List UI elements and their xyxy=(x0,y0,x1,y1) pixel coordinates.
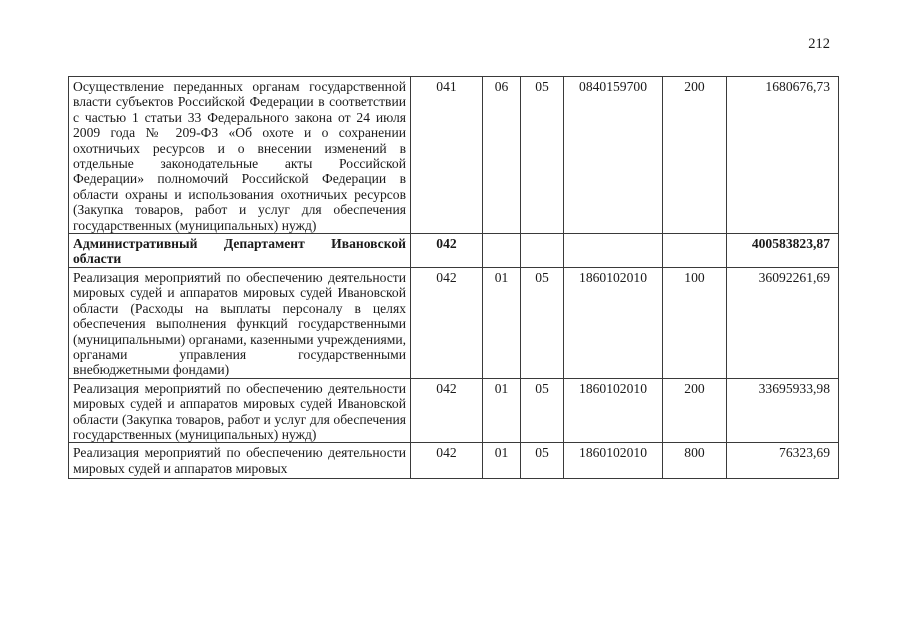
ministry-code: 042 xyxy=(411,234,483,268)
subsection-code: 05 xyxy=(521,443,564,479)
ministry-code: 041 xyxy=(411,77,483,234)
subsection-code: 05 xyxy=(521,267,564,378)
row-description: Административный Департамент Ивановской области xyxy=(69,234,411,268)
section-code: 01 xyxy=(483,267,521,378)
target-article-code xyxy=(564,234,663,268)
page-number: 212 xyxy=(808,36,830,52)
subsection-code xyxy=(521,234,564,268)
ministry-code: 042 xyxy=(411,443,483,479)
row-description xyxy=(69,443,411,479)
amount: 1680676,73 xyxy=(727,77,839,234)
expense-type-code: 800 xyxy=(663,443,727,479)
subsection-code: 05 xyxy=(521,378,564,443)
expense-type-code: 200 xyxy=(663,77,727,234)
target-article-code: 1860102010 xyxy=(564,443,663,479)
amount: 76323,69 xyxy=(727,443,839,479)
budget-table xyxy=(68,76,839,479)
row-description: Реализация мероприятий по обеспечению деятельности мировых судей и аппаратов мировых судей Ивановской области (Закупка товаров, работ и услуг для обеспечения государственных (муниципальных) нужд) xyxy=(69,378,411,443)
expense-type-code xyxy=(663,234,727,268)
target-article-code: 1860102010 xyxy=(564,267,663,378)
table-row xyxy=(69,77,839,234)
amount: 400583823,87 xyxy=(727,234,839,268)
ministry-code: 042 xyxy=(411,378,483,443)
section-code: 01 xyxy=(483,443,521,479)
row-description: Реализация мероприятий по обеспечению деятельности мировых судей и аппаратов мировых судей Ивановской области (Расходы на выплаты персоналу в целях обеспечения выполнения функций государственными (муниципальными) органами, казенными учреждениями, органами управления государственными внебюджетными фондами) xyxy=(69,267,411,378)
table-row-department xyxy=(69,234,839,268)
target-article-code: 1860102010 xyxy=(564,378,663,443)
amount: 36092261,69 xyxy=(727,267,839,378)
expense-type-code: 200 xyxy=(663,378,727,443)
section-code: 01 xyxy=(483,378,521,443)
table-row xyxy=(69,443,839,479)
table-row xyxy=(69,378,839,443)
table-row xyxy=(69,267,839,378)
section-code: 06 xyxy=(483,77,521,234)
target-article-code: 0840159700 xyxy=(564,77,663,234)
amount: 33695933,98 xyxy=(727,378,839,443)
row-description: Осуществление переданных органам государственной власти субъектов Российской Федерации в соответствии с частью 1 статьи 33 Федерального закона от 24 июля 2009 года № 209-ФЗ «Об охоте и о сохранении охотничьих ресурсов и о внесении изменений в отдельные законодательные акты Российской Федерации» полномочий Российской Федерации в области охраны и использования охотничьих ресурсов (Закупка товаров, работ и услуг для обеспечения государственных (муниципальных) нужд) xyxy=(69,77,411,234)
ministry-code: 042 xyxy=(411,267,483,378)
section-code xyxy=(483,234,521,268)
row-description-text: Реализация мероприятий по обеспечению деятельности мировых судей и аппаратов мировых xyxy=(73,445,406,476)
expense-type-code: 100 xyxy=(663,267,727,378)
subsection-code: 05 xyxy=(521,77,564,234)
